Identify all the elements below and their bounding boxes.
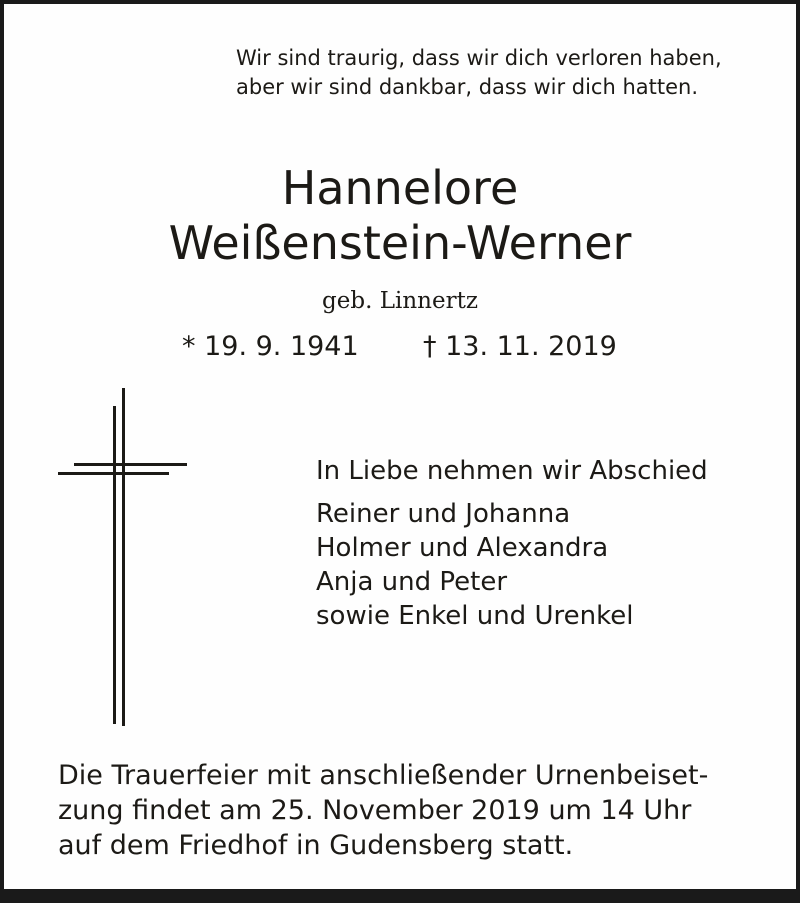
ceremony-line-1: Die Trauerfeier mit anschließender Urnenbeiset- (58, 760, 709, 791)
motto-line-2: aber wir sind dankbar, dass wir dich hatten. (236, 75, 699, 99)
mourners-block (316, 454, 708, 633)
mourner-name: sowie Enkel und Urenkel (316, 601, 634, 631)
mourner-name: Holmer und Alexandra (316, 533, 609, 563)
deceased-first-name: Hannelore (281, 161, 519, 215)
obituary-notice (4, 4, 796, 889)
ceremony-info (58, 758, 708, 863)
ceremony-line-2: zung findet am 25. November 2019 um 14 Uhr (58, 795, 692, 826)
motto (236, 44, 722, 102)
mourners-intro: In Liebe nehmen wir Abschied (316, 456, 708, 486)
birth-name: geb. Linnertz (322, 288, 478, 314)
cross-icon (54, 388, 194, 728)
birth-date: * 19. 9. 1941 (182, 331, 359, 362)
deceased-last-name: Weißenstein-Werner (168, 216, 632, 270)
mourner-name: Reiner und Johanna (316, 499, 571, 529)
mourner-name: Anja und Peter (316, 567, 508, 597)
death-date: † 13. 11. 2019 (423, 331, 617, 362)
motto-line-1: Wir sind traurig, dass wir dich verloren haben, (236, 46, 722, 70)
ceremony-line-3: auf dem Friedhof in Gudensberg statt. (58, 830, 574, 861)
